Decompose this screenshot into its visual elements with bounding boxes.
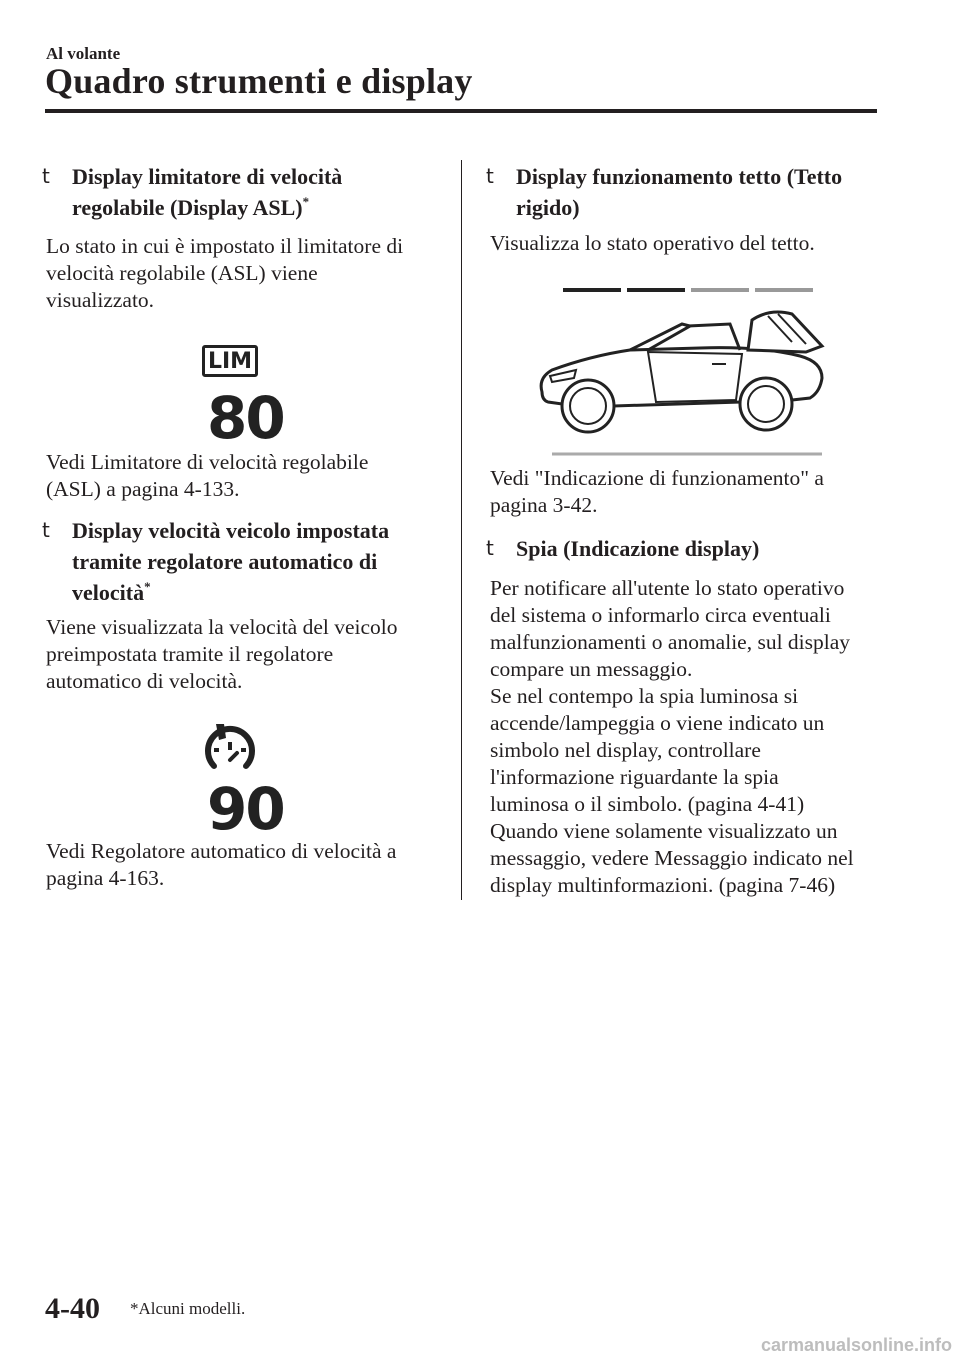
- footnote: *Alcuni modelli.: [130, 1299, 246, 1318]
- warning-heading: [486, 533, 886, 564]
- cruise-heading: [42, 515, 452, 608]
- lim-speed-icon: LIM: [202, 345, 258, 377]
- asl-speed-value: 80: [207, 384, 284, 452]
- cruise-speed-value: 90: [207, 775, 284, 843]
- warning-body: Per notificare all'utente lo stato operativo del sistema o informarlo circa eventuali malfunzionamenti o anomalie, sul display compare un messaggio. Se nel contempo la spia luminosa si accende/lampeggia o viene indicato un simbolo nel display, controllare l'informazione riguardante la spia luminosa o il simbolo. (pagina 4-41) Quando viene solamente visualizzato un messaggio, vedere Messaggio indicato nel display multinformazioni. (pagina 7-46): [490, 576, 854, 897]
- asterisk: *: [302, 194, 310, 209]
- asterisk: *: [144, 579, 151, 594]
- cruise-reference: Vedi Regolatore automatico di velocità a pagina 4-163.: [46, 839, 397, 890]
- roof-heading-line2: rigido): [516, 195, 580, 220]
- bullet-icon: t: [42, 164, 50, 188]
- warning-heading-text: Spia (Indicazione display): [516, 536, 760, 561]
- page-number: 4-40: [45, 1292, 100, 1325]
- asl-body: Lo stato in cui è impostato il limitatore di velocità regolabile (ASL) viene visualizzato.: [46, 234, 404, 312]
- column-divider: [461, 160, 462, 900]
- cruise-heading-line3: velocità: [72, 580, 145, 605]
- header-rule: [45, 109, 877, 113]
- cruise-heading-line2: tramite regolatore automatico di: [72, 549, 378, 574]
- cruise-body: Viene visualizzata la velocità del veicolo preimpostata tramite il regolatore automatico di velocità.: [46, 615, 398, 693]
- roof-heading-line1: Display funzionamento tetto (Tetto: [516, 164, 843, 189]
- convertible-roof-car-icon: [530, 280, 830, 460]
- bullet-icon: t: [42, 518, 50, 542]
- bullet-icon: t: [486, 164, 494, 188]
- roof-reference: Vedi "Indicazione di funzionamento" a pagina 3-42.: [490, 466, 824, 517]
- asl-reference: Vedi Limitatore di velocità regolabile (ASL) a pagina 4-133.: [46, 450, 369, 501]
- roof-body: Visualizza lo stato operativo del tetto.: [490, 231, 815, 255]
- bullet-icon: t: [486, 536, 494, 560]
- page-title: Quadro strumenti e display: [45, 61, 473, 101]
- asl-heading-line2: regolabile (Display ASL): [72, 195, 303, 220]
- asl-heading: [42, 161, 452, 223]
- cruise-control-icon: [200, 720, 260, 780]
- roof-heading: [486, 161, 886, 223]
- cruise-heading-line1: Display velocità veicolo impostata: [72, 518, 390, 543]
- watermark: carmanualsonline.info: [760, 1335, 952, 1355]
- section-label: Al volante: [46, 44, 121, 63]
- asl-heading-line1: Display limitatore di velocità: [72, 164, 343, 189]
